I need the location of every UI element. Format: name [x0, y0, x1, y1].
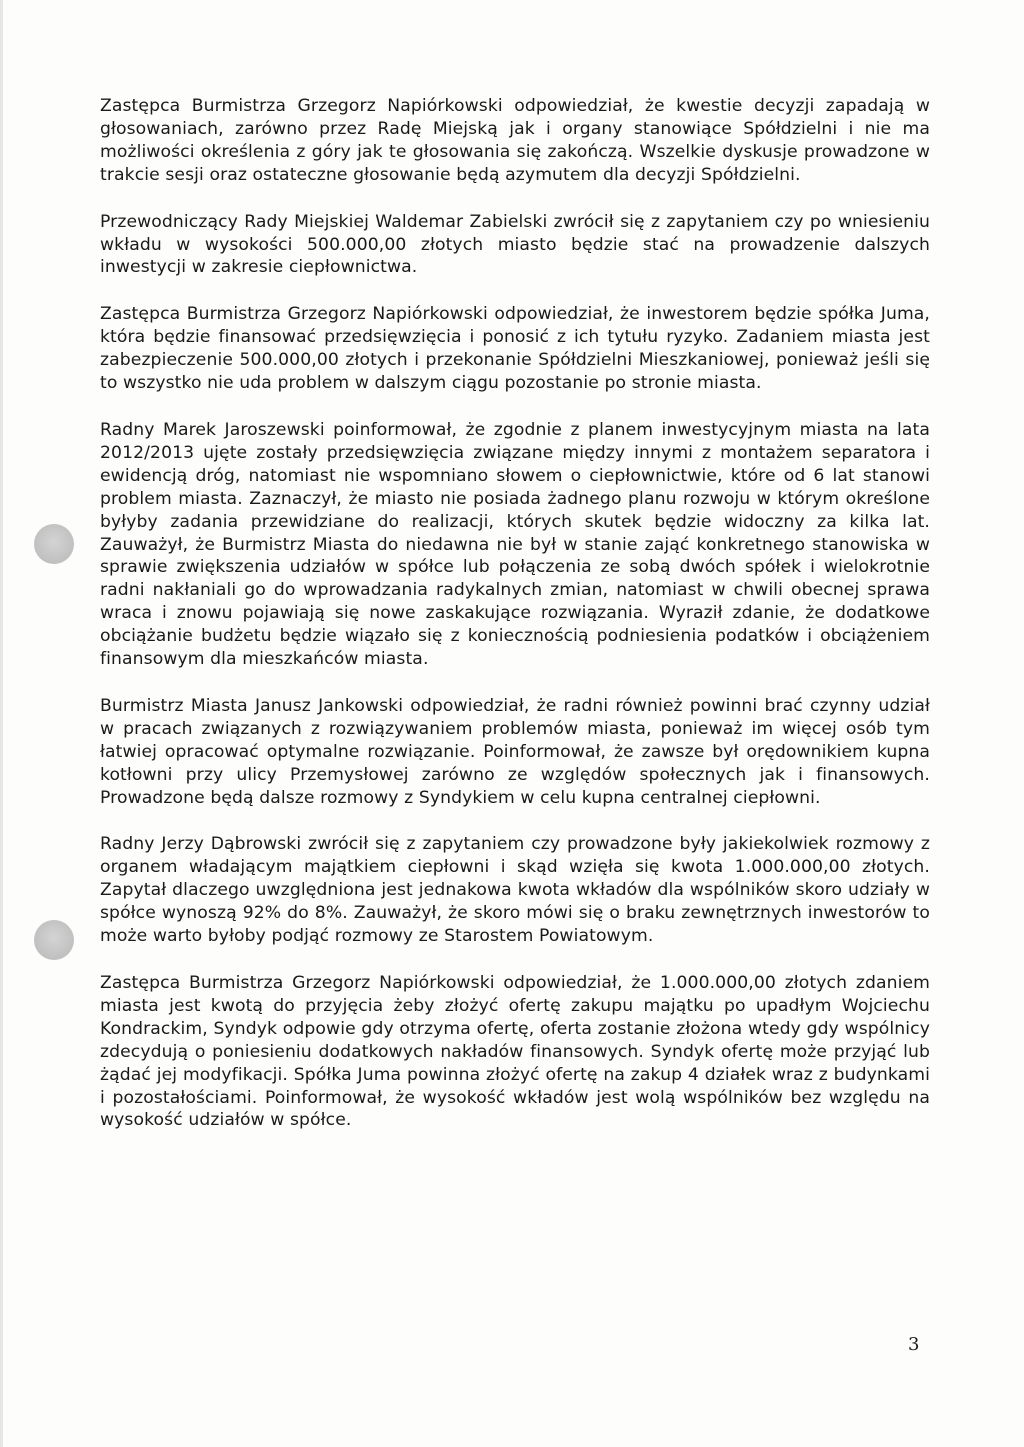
page-number: 3: [908, 1334, 920, 1355]
punch-hole-top: [34, 524, 74, 564]
paragraph-7: Zastępca Burmistrza Grzegorz Napiórkowski odpowiedział, że 1.000.000,00 złotych zdaniem miasta jest kwotą do przyjęcia żeby złożyć ofertę zakupu majątku po upadłym Wojciechu Kondrackim, Syndyk odpowie gdy otrzyma ofertę, oferta zostanie złożona wtedy gdy wspólnicy zdecydują o poniesieniu dodatkowych nakładów finansowych. Syndyk ofertę może przyjąć lub żądać jej modyfikacji. Spółka Juma powinna złożyć ofertę na zakup 4 działek wraz z budynkami i pozostałościami. Poinformował, że wysokość wkładów jest wolą wspólników bez względu na wysokość udziałów w spółce.: [100, 973, 930, 1131]
paragraph-6: Radny Jerzy Dąbrowski zwrócił się z zapytaniem czy prowadzone były jakiekolwiek rozmowy z organem władającym majątkiem ciepłowni i skąd wzięła się kwota 1.000.000,00 złotych. Zapytał dlaczego uwzględniona jest jednakowa kwota wkładów dla wspólników skoro udziały w spółce wynoszą 92% do 8%. Zauważył, że skoro mówi się o braku zewnętrznych inwestorów to może warto byłoby podjąć rozmowy ze Starostem Powiatowym.: [100, 834, 930, 947]
scan-edge: [0, 0, 3, 1447]
paragraph-1: Zastępca Burmistrza Grzegorz Napiórkowski odpowiedział, że kwestie decyzji zapadają w głosowaniach, zarówno przez Radę Miejską jak i organy stanowiące Spółdzielni i nie ma możliwości określenia z góry jak te głosowania się zakończą. Wszelkie dyskusje prowadzone w trakcie sesji oraz ostateczne głosowanie będą azymutem dla decyzji Spółdzielni.: [100, 96, 930, 185]
paragraph-5: Burmistrz Miasta Janusz Jankowski odpowiedział, że radni również powinni brać czynny udział w pracach związanych z rozwiązywaniem problemów miasta, ponieważ im więcej osób tym łatwiej opracować optymalne rozwiązanie. Poinformował, że zawsze był orędownikiem kupna kotłowni przy ulicy Przemysłowej zarówno ze względów społecznych jak i finansowych. Prowadzone będą dalsze rozmowy z Syndykiem w celu kupna centralnej ciepłowni.: [100, 695, 930, 808]
paragraph-3: Zastępca Burmistrza Grzegorz Napiórkowski odpowiedział, że inwestorem będzie spółka Juma, która będzie finansować przedsięwzięcia i ponosić z ich tytułu ryzyko. Zadaniem miasta jest zabezpieczenie 500.000,00 złotych i przekonanie Spółdzielni Mieszkaniowej, ponieważ jeśli się to wszystko nie uda problem w dalszym ciągu pozostanie po stronie miasta.: [100, 304, 930, 394]
paragraph-4: Radny Marek Jaroszewski poinformował, że zgodnie z planem inwestycyjnym miasta na lata 2012/2013 ujęte zostały przedsięwzięcia związane między innymi z montażem separatora i ewidencją dróg, natomiast nie wspomniano słowem o ciepłownictwie, które od 6 lat stanowi problem miasta. Zaznaczył, że miasto nie posiada żadnego planu rozwoju w którym określone byłyby zadania przewidziane do realizacji, których skutek będzie widoczny za kilka lat. Zauważył, że Burmistrz Miasta do niedawna nie był w stanie zająć konkretnego stanowiska w sprawie zwiększenia udziałów w spółce lub połączenia ze sobą dwóch spółek i wielokrotnie radni nakłaniali go do wprowadzania radykalnych zmian, natomiast w chwili obecnej sprawa wraca i znowu pojawiają się nowe zaskakujące rozwiązania. Wyraził zdanie, że dodatkowe obciążanie budżetu będzie wiązało się z koniecznością podniesienia podatków i obciążeniem finansowym dla mieszkańców miasta.: [100, 419, 930, 670]
punch-hole-bottom: [34, 920, 74, 960]
document-body: [100, 95, 930, 1156]
paragraph-2: Przewodniczący Rady Miejskiej Waldemar Zabielski zwrócił się z zapytaniem czy po wniesieniu wkładu w wysokości 500.000,00 złotych miasto będzie stać na prowadzenie dalszych inwestycji w zakresie ciepłownictwa.: [100, 211, 930, 278]
